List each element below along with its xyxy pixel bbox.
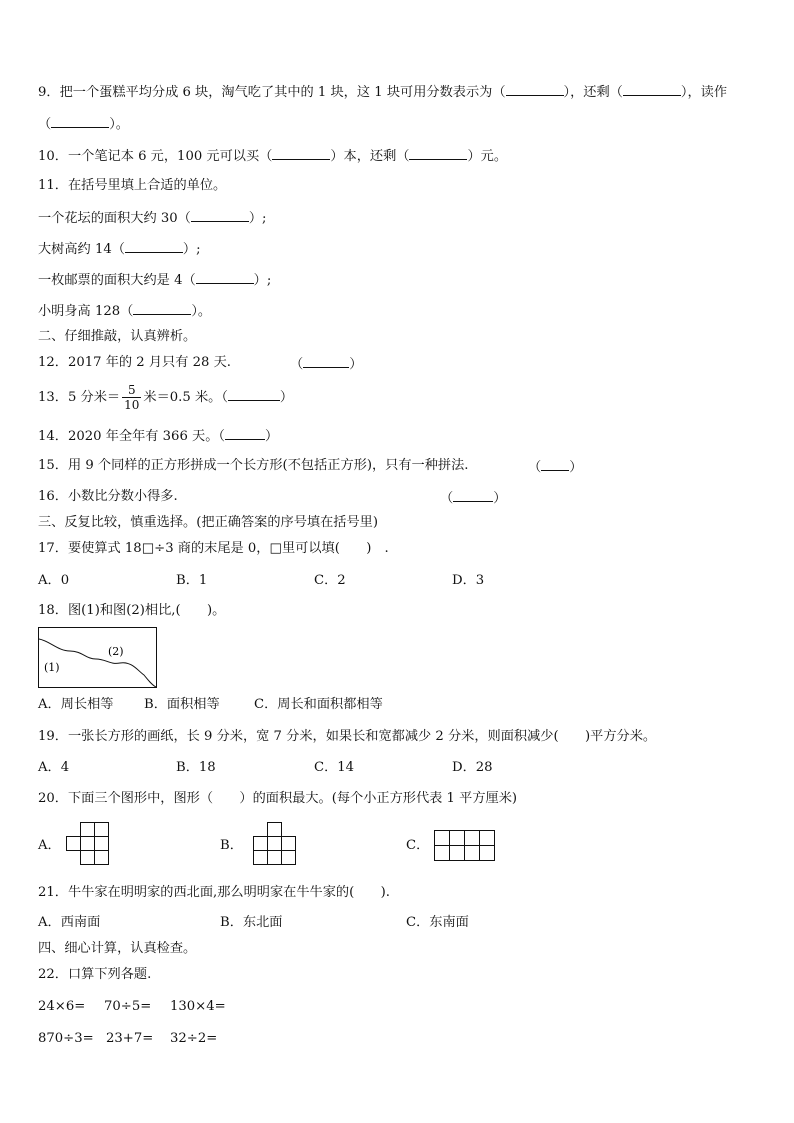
q22-item: 23+7= xyxy=(106,1031,154,1046)
q21-option-c[interactable]: C．东南面 xyxy=(406,915,469,930)
q22-item: 130×4= xyxy=(170,999,226,1014)
q15-text: 15．用 9 个同样的正方形拼成一个长方形(不包括正方形)，只有一种拼法. xyxy=(38,458,469,473)
q20-figure-a xyxy=(66,822,110,866)
section-2-heading: 二、仔细推敲，认真辨析。 xyxy=(38,329,197,344)
answer-blank[interactable] xyxy=(191,208,249,222)
q15-paren: （ ） xyxy=(528,457,582,477)
section-3-heading: 三、反复比较，慎重选择。(把正确答案的序号填在括号里) xyxy=(38,515,378,530)
answer-blank[interactable] xyxy=(272,146,330,160)
q21-option-b[interactable]: B．东北面 xyxy=(220,915,283,930)
q10: 10．一个笔记本 6 元，100 元可以买（ ）本，还剩（ ）元。 xyxy=(38,146,507,166)
q9-line1: 9．把一个蛋糕平均分成 6 块，淘气吃了其中的 1 块，这 1 块可用分数表示为（ ），还剩（ ），读作 xyxy=(38,82,727,102)
q22-item: 24×6= xyxy=(38,999,86,1014)
q20-option-c[interactable]: C． xyxy=(406,838,430,853)
q22-title: 22．口算下列各题. xyxy=(38,967,152,982)
answer-blank[interactable] xyxy=(133,301,191,315)
q17-option-b[interactable]: B．1 xyxy=(176,573,208,588)
q19-option-b[interactable]: B．18 xyxy=(176,760,216,775)
figure-border xyxy=(39,628,157,688)
q11-title: 11．在括号里填上合适的单位。 xyxy=(38,178,227,193)
q19-option-c[interactable]: C．14 xyxy=(314,760,355,775)
q19-option-d[interactable]: D．28 xyxy=(452,760,493,775)
q16-paren: （ ） xyxy=(440,488,506,508)
q20-figure-b xyxy=(253,822,297,866)
q11-c: 一枚邮票的面积大约是 4（ ）; xyxy=(38,270,271,290)
label-region-1: (1) xyxy=(44,661,60,674)
q9-line2: （ ）。 xyxy=(38,114,129,134)
q11-d: 小明身高 128（ ）。 xyxy=(38,301,211,321)
answer-blank[interactable] xyxy=(623,82,681,96)
q20-text: 20．下面三个图形中，图形（ ）的面积最大。(每个小正方形代表 1 平方厘米) xyxy=(38,791,518,806)
label-region-2: (2) xyxy=(108,645,124,658)
answer-blank[interactable] xyxy=(125,239,183,253)
answer-blank[interactable] xyxy=(506,82,564,96)
q19-text: 19．一张长方形的画纸，长 9 分米，宽 7 分米，如果长和宽都减少 2 分米，则面积减少( )平方分米。 xyxy=(38,729,657,744)
q21-text: 21．牛牛家在明明家的西北面,那么明明家在牛牛家的( ). xyxy=(38,885,390,900)
q20-option-a[interactable]: A． xyxy=(38,838,61,853)
q11-b: 大树高约 14（ ）; xyxy=(38,239,201,259)
q22-item: 70÷5= xyxy=(104,999,152,1014)
q13: 13．5 分米＝ $\frac{5}{10}$ 米＝0.5 米。（ ） xyxy=(38,383,294,412)
answer-blank[interactable] xyxy=(409,146,467,160)
fraction-5-10: $\frac{5}{10}$ xyxy=(124,383,140,412)
q12-text: 12．2017 年的 2 月只有 28 天. xyxy=(38,355,231,370)
answer-blank[interactable] xyxy=(196,270,254,284)
answer-blank[interactable] xyxy=(541,457,569,471)
q21-option-a[interactable]: A．西南面 xyxy=(38,915,101,930)
q17-option-d[interactable]: D．3 xyxy=(452,573,485,588)
q12-paren: （ ） xyxy=(290,354,362,374)
q11-a: 一个花坛的面积大约 30（ ）; xyxy=(38,208,267,228)
answer-blank[interactable] xyxy=(453,488,493,502)
section-4-heading: 四、细心计算，认真检查。 xyxy=(38,941,197,956)
answer-blank[interactable] xyxy=(228,387,280,401)
q18-figure xyxy=(38,627,158,689)
q18-option-a[interactable]: A．周长相等 xyxy=(38,697,114,712)
q18-text: 18．图(1)和图(2)相比,( )。 xyxy=(38,603,226,618)
q19-option-a[interactable]: A．4 xyxy=(38,760,70,775)
q22-item: 870÷3= xyxy=(38,1031,94,1046)
answer-blank[interactable] xyxy=(51,114,109,128)
q17-text: 17．要使算式 18□÷3 商的末尾是 0，□里可以填( ) . xyxy=(38,541,389,556)
q17-option-c[interactable]: C．2 xyxy=(314,573,346,588)
answer-blank[interactable] xyxy=(225,426,265,440)
q18-option-c[interactable]: C．周长和面积都相等 xyxy=(254,697,383,712)
q20-figure-c xyxy=(434,830,496,862)
q22-item: 32÷2= xyxy=(170,1031,218,1046)
q14: 14．2020 年全年有 366 天。（ ） xyxy=(38,426,278,446)
q20-option-b[interactable]: B． xyxy=(220,838,243,853)
q17-option-a[interactable]: A．0 xyxy=(38,573,70,588)
q18-option-b[interactable]: B．面积相等 xyxy=(144,697,220,712)
answer-blank[interactable] xyxy=(303,354,349,368)
q16-text: 16．小数比分数小得多. xyxy=(38,489,178,504)
